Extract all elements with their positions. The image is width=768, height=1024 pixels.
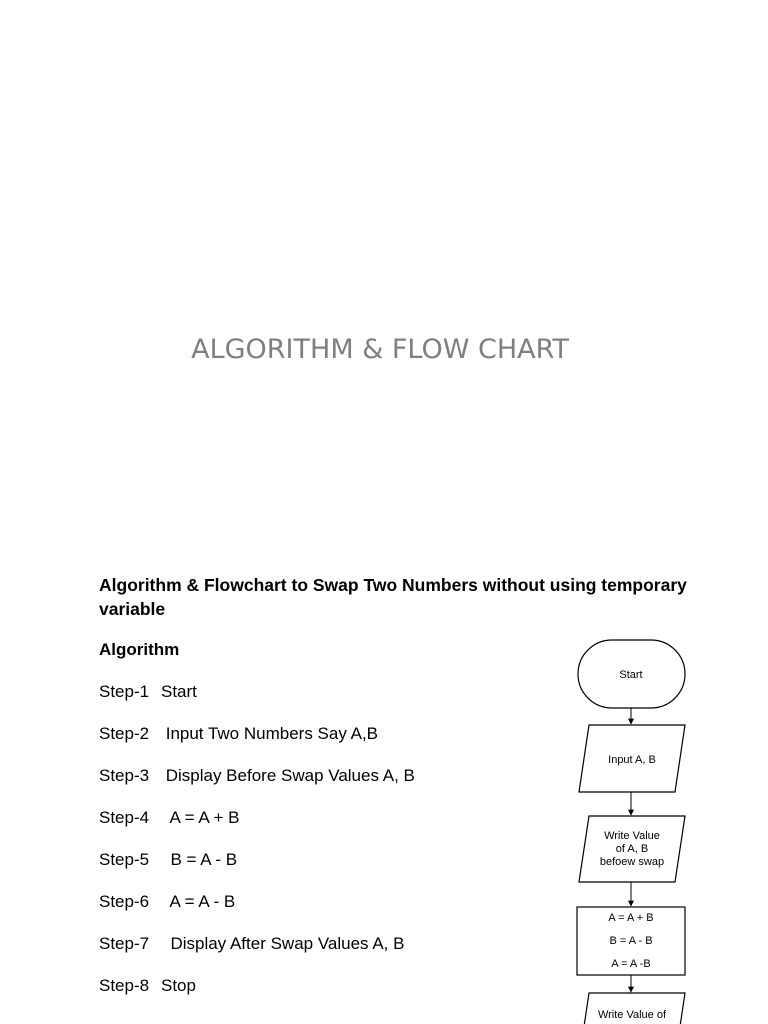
step-text: A = A + B: [161, 808, 240, 827]
slide-title: ALGORITHM & FLOW CHART: [191, 334, 569, 365]
step-1: [99, 682, 197, 702]
document-heading-line-2: variable: [99, 599, 166, 619]
step-4: [99, 808, 239, 828]
step-text: A = A - B: [161, 892, 236, 911]
input-label: Input A, B: [608, 754, 656, 766]
flowchart: [560, 630, 760, 1024]
step-text: Display After Swap Values A, B: [161, 934, 405, 953]
start-label: Start: [619, 669, 643, 681]
step-number: Step-7: [99, 934, 150, 953]
step-5: [99, 850, 237, 870]
document-heading: [99, 573, 759, 621]
step-8: [99, 976, 196, 996]
process-line-1: A = A + B: [608, 912, 654, 924]
algorithm-heading: Algorithm: [99, 640, 180, 659]
step-number: Step-3: [99, 766, 150, 785]
document-heading-line-1: Algorithm & Flowchart to Swap Two Numbers without using temporary: [99, 575, 687, 595]
step-3: [99, 766, 415, 786]
step-number: Step-6: [99, 892, 150, 911]
step-number: Step-4: [99, 808, 150, 827]
write-after-line-1: Write Value of: [597, 1009, 667, 1021]
step-number: Step-8: [99, 976, 150, 995]
step-number: Step-5: [99, 850, 150, 869]
write-before-line-3: befoew swap: [599, 856, 665, 868]
write-before-line-1: Write Value: [604, 830, 660, 842]
step-number: Step-1: [99, 682, 150, 701]
process-line-2: B = A - B: [609, 935, 653, 947]
step-text: Input Two Numbers Say A,B: [161, 724, 379, 743]
step-6: [99, 892, 235, 912]
step-text: Display Before Swap Values A, B: [161, 766, 415, 785]
step-7: [99, 934, 404, 954]
step-text: B = A - B: [161, 850, 238, 869]
step-text: Stop: [161, 976, 196, 995]
step-text: Start: [161, 682, 197, 701]
step-2: [99, 724, 378, 744]
process-line-3: A = A -B: [611, 958, 651, 970]
write-before-line-2: of A, B: [615, 843, 649, 855]
step-number: Step-2: [99, 724, 150, 743]
